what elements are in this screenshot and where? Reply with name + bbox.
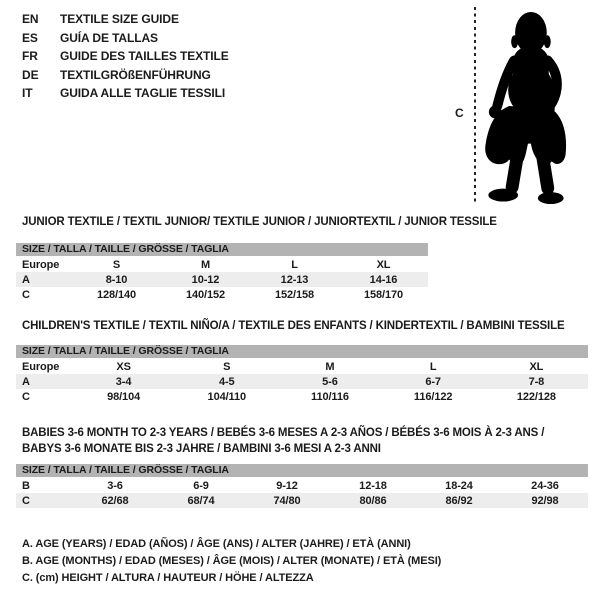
height-axis-dashed-line <box>474 7 476 205</box>
language-row <box>22 10 229 29</box>
language-label: GUIDA ALLE TAGLIE TESSILI <box>60 86 226 101</box>
size-cell: M <box>325 360 335 373</box>
toddler-silhouette-icon <box>479 9 571 207</box>
size-cell: 122/128 <box>516 390 556 403</box>
children-table-title: CHILDREN'S TEXTILE / TEXTIL NIÑO/A / TEXTILE DES ENFANTS / KINDERTEXTIL / BAMBINI TESSILE <box>22 320 565 332</box>
footnote-a: A. AGE (YEARS) / EDAD (AÑOS) / ÂGE (ANS) / ALTER (JAHRE) / ETÀ (ANNI) <box>22 538 411 550</box>
size-cell: 18-24 <box>445 479 473 492</box>
language-row <box>22 84 229 103</box>
babies-table-title <box>22 426 544 457</box>
footnote-b: B. AGE (MONTHS) / EDAD (MESES) / ÂGE (MOIS) / ALTER (MONATE) / ETÀ (MESI) <box>22 554 442 567</box>
size-cell: 10-12 <box>191 273 220 286</box>
table-row <box>16 257 428 272</box>
size-cell: 98/104 <box>107 390 141 403</box>
language-code: ES <box>22 30 38 45</box>
table-row <box>16 389 588 404</box>
language-code: FR <box>22 49 38 64</box>
table-row <box>16 359 588 374</box>
row-label: Europe <box>22 360 60 373</box>
row-label: A <box>22 375 30 388</box>
footnotes <box>22 536 441 586</box>
size-cell: XS <box>116 360 131 373</box>
table-row <box>16 478 588 493</box>
table-row <box>16 287 428 302</box>
table-row <box>16 272 428 287</box>
row-label: C <box>22 494 30 507</box>
size-cell: S <box>112 258 121 271</box>
size-cell: 92/98 <box>531 494 559 507</box>
size-cell: 14-16 <box>369 273 398 286</box>
size-cell: 3-4 <box>115 375 132 388</box>
size-cell: 68/74 <box>187 494 215 507</box>
size-cell: 116/122 <box>413 390 453 403</box>
language-label: TEXTILGRÖßENFÜHRUNG <box>60 67 211 82</box>
size-cell: 152/158 <box>274 288 315 301</box>
size-cell: XL <box>529 360 544 373</box>
size-cell: 7-8 <box>528 375 545 388</box>
size-cell: 12-18 <box>359 479 387 492</box>
size-cell: 62/68 <box>101 494 129 507</box>
language-row <box>22 66 229 85</box>
language-code: IT <box>22 86 33 101</box>
row-label: C <box>22 390 30 403</box>
size-cell: 86/92 <box>445 494 473 507</box>
size-cell: XL <box>376 258 391 271</box>
table-row <box>16 374 588 389</box>
size-cell: 80/86 <box>359 494 387 507</box>
size-cell: 8-10 <box>105 273 128 286</box>
language-label: GUÍA DE TALLAS <box>60 30 158 45</box>
size-cell: 6-9 <box>193 479 209 492</box>
babies-table-title-line2: BABYS 3-6 MONATE BIS 2-3 JAHRE / BAMBINI 3-6 MESI A 2-3 ANNI <box>22 442 381 455</box>
size-header-bar: SIZE / TALLA / TAILLE / GRÖSSE / TAGLIA <box>16 345 588 358</box>
size-cell: 74/80 <box>273 494 301 507</box>
language-code: DE <box>22 67 39 82</box>
row-label: C <box>22 288 30 301</box>
row-label: A <box>22 273 30 286</box>
height-measure-label: C <box>455 106 464 120</box>
size-cell: 128/140 <box>96 288 137 301</box>
size-cell: L <box>429 360 437 373</box>
language-label: GUIDE DES TAILLES TEXTILE <box>60 49 229 64</box>
size-cell: 104/110 <box>207 390 247 403</box>
size-cell: 3-6 <box>107 479 123 492</box>
size-cell: 6-7 <box>425 375 441 388</box>
size-header-bar: SIZE / TALLA / TAILLE / GRÖSSE / TAGLIA <box>16 464 588 477</box>
size-cell: 158/170 <box>363 288 404 301</box>
table-row <box>16 493 588 508</box>
size-cell: L <box>291 258 298 271</box>
size-cell: 12-13 <box>280 273 309 286</box>
children-size-table <box>16 345 588 404</box>
row-label: B <box>22 479 30 492</box>
size-cell: M <box>200 258 211 271</box>
size-cell: 4-5 <box>218 375 235 388</box>
junior-table-title: JUNIOR TEXTILE / TEXTIL JUNIOR/ TEXTILE JUNIOR / JUNIORTEXTIL / JUNIOR TESSILE <box>22 216 497 228</box>
language-row <box>22 47 229 66</box>
footnote-c: C. (cm) HEIGHT / ALTURA / HAUTEUR / HÖHE / ALTEZZA <box>22 571 314 584</box>
size-cell: 24-36 <box>531 479 559 492</box>
size-cell: 5-6 <box>322 375 338 388</box>
language-list <box>22 10 229 103</box>
size-cell: 9-12 <box>276 479 298 492</box>
size-cell: S <box>223 360 231 373</box>
size-cell: 110/116 <box>311 390 349 403</box>
language-code: EN <box>22 12 39 26</box>
junior-size-table <box>16 243 428 302</box>
row-label: Europe <box>22 258 60 271</box>
language-row <box>22 29 229 48</box>
size-header-bar: SIZE / TALLA / TAILLE / GRÖSSE / TAGLIA <box>16 243 428 256</box>
babies-table-title-line1: BABIES 3-6 MONTH TO 2-3 YEARS / BEBÉS 3-6 MESES A 2-3 AÑOS / BÉBÉS 3-6 MOIS À 2-3 ANS / <box>22 427 545 439</box>
babies-size-table <box>16 464 588 508</box>
size-cell: 140/152 <box>185 288 226 301</box>
language-label: TEXTILE SIZE GUIDE <box>60 12 179 26</box>
